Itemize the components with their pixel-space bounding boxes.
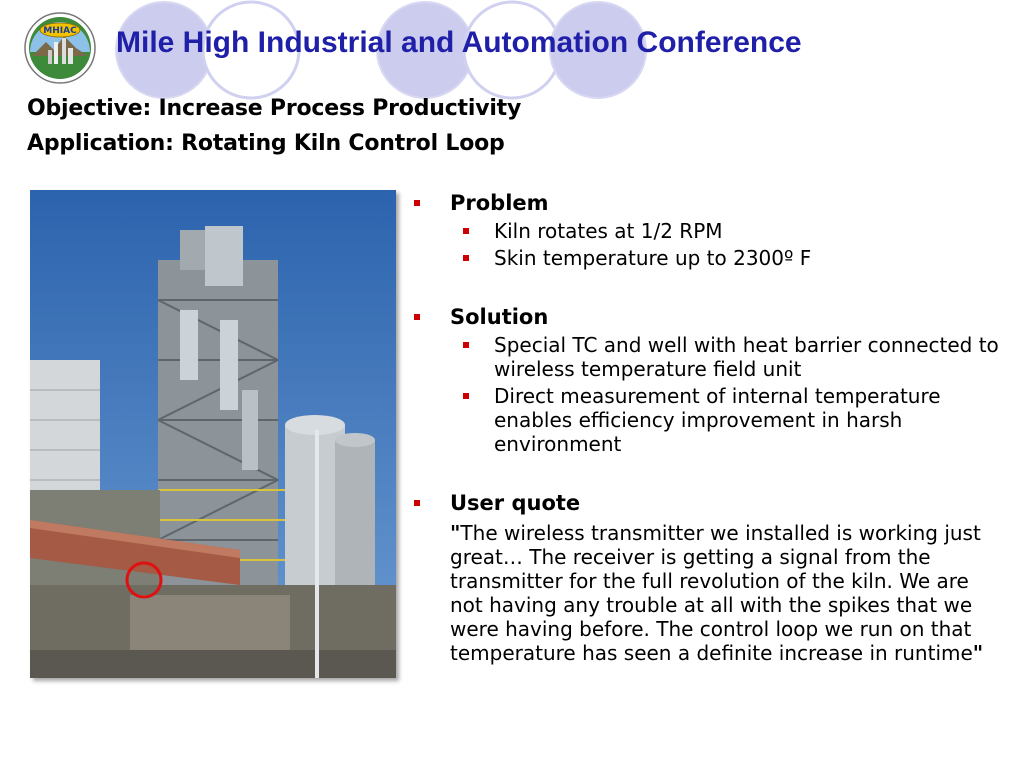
bullet-square-icon [463,228,469,234]
list-item-text: Skin temperature up to 2300º F [494,246,812,270]
bullet-square-icon [463,393,469,399]
mhiac-logo [24,12,96,84]
section-title: User quote [450,491,581,515]
list-item [408,333,1004,381]
bullet-square-icon [414,314,420,320]
user-quote-section [408,490,1008,665]
kiln-plant-photo [30,190,396,678]
list-item [408,384,1004,456]
slide-content [408,190,1008,665]
objective-heading: Objective: Increase Process Productivity [27,96,522,121]
section-heading [408,190,1008,216]
section-heading [408,304,1008,330]
logo-text: MHIAC [43,26,77,36]
bullet-square-icon [463,342,469,348]
bullet-square-icon [414,200,420,206]
user-quote [408,521,1005,665]
list-item-text: Kiln rotates at 1/2 RPM [494,219,723,243]
list-item-text: Special TC and well with heat barrier connected to wireless temperature field unit [494,333,999,381]
conference-title: Mile High Industrial and Automation Conference [116,26,802,59]
bullet-square-icon [463,255,469,261]
section-heading [408,490,1008,516]
list-item [408,246,1004,270]
section-title: Solution [450,305,549,329]
quote-text: The wireless transmitter we installed is working just great… The receiver is getting a signal from the transmitter for the full revolution of the kiln. We are not having any trouble at all with the spikes that we were having before. The control loop we run on that temperature has seen a definite increase in runtime [450,521,981,665]
solution-section [408,304,1008,456]
quote-close-mark: " [972,641,984,665]
problem-section [408,190,1008,270]
bullet-square-icon [414,500,420,506]
quote-open-mark: " [450,521,461,545]
section-title: Problem [450,191,549,215]
list-item-text: Direct measurement of internal temperature enables efficiency improvement in harsh environment [494,384,941,456]
list-item [408,219,1004,243]
application-heading: Application: Rotating Kiln Control Loop [27,131,505,156]
